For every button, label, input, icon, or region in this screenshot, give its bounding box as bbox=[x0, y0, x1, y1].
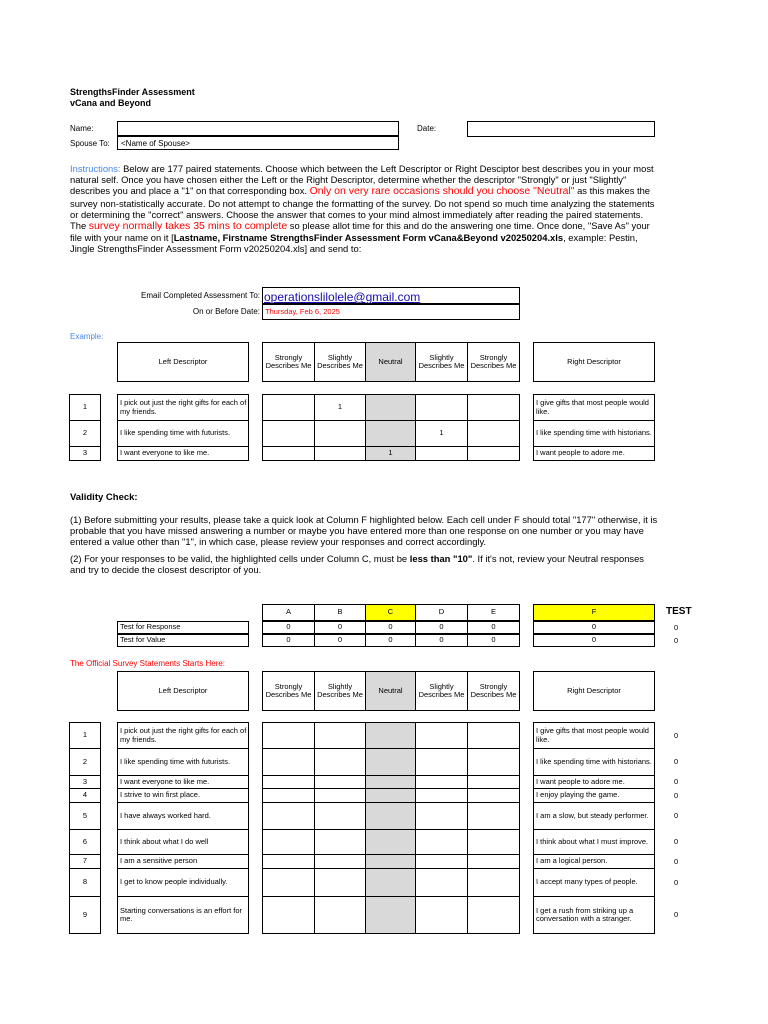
test-value-total: 0 bbox=[674, 636, 679, 645]
instructions-text-1: Below are 177 paired statements. Choose which between the Left Descriptor or Right Desciptor best describes you in your most natural self. Once you have chosen either the Left or the Right Descriptor, determine whether the descriptor "Strongly" or just "Slightly" describes you and place a "1" on that corresponding box. bbox=[70, 163, 654, 197]
survey-cell-slightly-right[interactable] bbox=[415, 868, 468, 897]
survey-cell-slightly-right[interactable] bbox=[415, 748, 468, 776]
survey-cell-neutral[interactable] bbox=[365, 868, 416, 897]
survey-cell-strongly-left[interactable] bbox=[262, 788, 315, 803]
validity-threshold: less than "10" bbox=[409, 553, 473, 564]
test-value-d: 0 bbox=[415, 634, 468, 647]
example-row-number: 1 bbox=[69, 394, 101, 421]
survey-cell-neutral[interactable] bbox=[365, 722, 416, 749]
header-strongly-right: Strongly Describes Me bbox=[467, 342, 520, 382]
example-cell-neutral[interactable]: 1 bbox=[365, 446, 416, 461]
test-title: TEST bbox=[666, 606, 692, 617]
survey-row-left-descriptor: I want everyone to like me. bbox=[117, 775, 249, 789]
survey-cell-slightly-right[interactable] bbox=[415, 788, 468, 803]
example-cell-neutral[interactable] bbox=[365, 394, 416, 421]
example-cell-strongly-right[interactable] bbox=[467, 394, 520, 421]
instructions-filename: Lastname, Firstname StrengthsFinder Assessment Form vCana&Beyond v20250204.xls bbox=[173, 232, 564, 244]
survey-cell-slightly-left[interactable] bbox=[314, 748, 366, 776]
test-value-f: 0 bbox=[533, 634, 655, 647]
example-cell-strongly-left[interactable] bbox=[262, 420, 315, 447]
survey-row-score: 0 bbox=[674, 910, 679, 919]
survey-row-number: 2 bbox=[69, 748, 101, 776]
survey-cell-slightly-left[interactable] bbox=[314, 775, 366, 789]
survey-row-number: 6 bbox=[69, 829, 101, 855]
header-neutral: Neutral bbox=[365, 342, 416, 382]
email-field[interactable] bbox=[262, 287, 520, 304]
survey-row-right-descriptor: I am a slow, but steady performer. bbox=[533, 802, 655, 830]
survey-cell-strongly-right[interactable] bbox=[467, 748, 520, 776]
survey-row-right-descriptor: I accept many types of people. bbox=[533, 868, 655, 897]
survey-cell-strongly-left[interactable] bbox=[262, 722, 315, 749]
survey-row-right-descriptor: I think about what I must improve. bbox=[533, 829, 655, 855]
survey-cell-neutral[interactable] bbox=[365, 788, 416, 803]
test-header-f: F bbox=[533, 604, 655, 621]
date-label: Date: bbox=[417, 124, 437, 133]
survey-row-left-descriptor: I strive to win first place. bbox=[117, 788, 249, 803]
survey-cell-strongly-left[interactable] bbox=[262, 896, 315, 934]
test-response-total: 0 bbox=[674, 623, 679, 632]
example-cell-slightly-left[interactable] bbox=[314, 446, 366, 461]
test-response-f: 0 bbox=[533, 621, 655, 634]
survey-row-right-descriptor: I give gifts that most people would like. bbox=[533, 722, 655, 749]
test-response-label: Test for Response bbox=[117, 621, 249, 634]
header-right-descriptor: Right Descriptor bbox=[533, 342, 655, 382]
survey-row-number: 3 bbox=[69, 775, 101, 789]
survey-row-left-descriptor: I think about what I do well bbox=[117, 829, 249, 855]
survey-cell-strongly-left[interactable] bbox=[262, 802, 315, 830]
spouse-value: <Name of Spouse> bbox=[121, 139, 190, 148]
survey-row-number: 8 bbox=[69, 868, 101, 897]
test-response-d: 0 bbox=[415, 621, 468, 634]
survey-cell-slightly-right[interactable] bbox=[415, 722, 468, 749]
test-response-e: 0 bbox=[467, 621, 520, 634]
example-cell-slightly-right[interactable]: 1 bbox=[415, 420, 468, 447]
header-left-descriptor: Left Descriptor bbox=[117, 342, 249, 382]
survey-cell-slightly-right[interactable] bbox=[415, 802, 468, 830]
document-title: StrengthsFinder Assessment bbox=[70, 87, 195, 97]
survey-cell-slightly-left[interactable] bbox=[314, 896, 366, 934]
test-response-c: 0 bbox=[365, 621, 416, 634]
instructions-text-4: , example: Pestin, Jingle StrengthsFinder Assessment Form v20250204.xls] and send to: bbox=[70, 232, 638, 255]
instructions-warning-duration: survey normally takes 35 mins to complete bbox=[88, 220, 288, 233]
example-row-right: I give gifts that most people would like. bbox=[533, 394, 655, 421]
survey-row-number: 1 bbox=[69, 722, 101, 749]
instructions-text-3: so please allot time for this and do the answering one time. Once done, "Save As" your file with your name on it [ bbox=[70, 220, 650, 244]
example-label: Example: bbox=[70, 332, 104, 341]
survey-row-score: 0 bbox=[674, 731, 679, 740]
example-cell-strongly-right[interactable] bbox=[467, 446, 520, 461]
survey-cell-slightly-left[interactable] bbox=[314, 829, 366, 855]
instructions-warning-neutral: Only on very rare occasions should you choose "Neutral" bbox=[309, 185, 575, 198]
survey-cell-neutral[interactable] bbox=[365, 896, 416, 934]
validity-point-2-text-a: (2) For your responses to be valid, the highlighted cells under Column C, must be bbox=[70, 553, 410, 564]
survey-row-left-descriptor: I am a sensitive person bbox=[117, 854, 249, 869]
example-cell-strongly-left[interactable] bbox=[262, 446, 315, 461]
survey-row-right-descriptor: I get a rush from striking up a conversation with a stranger. bbox=[533, 896, 655, 934]
survey-cell-slightly-left[interactable] bbox=[314, 802, 366, 830]
email-link[interactable]: operationslilolele@gmail.com bbox=[264, 290, 421, 304]
test-header-d: D bbox=[415, 604, 468, 621]
survey-row-score: 0 bbox=[674, 757, 679, 766]
survey-cell-slightly-left[interactable] bbox=[314, 854, 366, 869]
survey-cell-strongly-left[interactable] bbox=[262, 775, 315, 789]
survey-row-right-descriptor: I am a logical person. bbox=[533, 854, 655, 869]
survey-row-left-descriptor: I like spending time with futurists. bbox=[117, 748, 249, 776]
survey-header-strongly-right: Strongly Describes Me bbox=[467, 671, 520, 711]
deadline-field bbox=[262, 304, 520, 320]
example-cell-slightly-right[interactable] bbox=[415, 394, 468, 421]
header-slightly-right: Slightly Describes Me bbox=[415, 342, 468, 382]
survey-cell-strongly-left[interactable] bbox=[262, 854, 315, 869]
example-cell-slightly-right[interactable] bbox=[415, 446, 468, 461]
example-row-left: I want everyone to like me. bbox=[117, 446, 249, 461]
survey-cell-slightly-right[interactable] bbox=[415, 775, 468, 789]
survey-row-right-descriptor: I enjoy playing the game. bbox=[533, 788, 655, 803]
example-cell-strongly-left[interactable] bbox=[262, 394, 315, 421]
instructions-text-2: as this makes the survey non-statistically accurate. Do not attempt to change the formatting of the survey. Do not spend so much time analyzing the statements or determining the "correct" answers. Choose the answer that comes to your mind almost immediately after reading the paired statements. The bbox=[70, 185, 655, 232]
survey-header-right-descriptor: Right Descriptor bbox=[533, 671, 655, 711]
survey-cell-slightly-right[interactable] bbox=[415, 854, 468, 869]
example-cell-slightly-left[interactable]: 1 bbox=[314, 394, 366, 421]
name-field[interactable] bbox=[117, 121, 399, 136]
test-header-b: B bbox=[314, 604, 366, 621]
survey-cell-strongly-right[interactable] bbox=[467, 829, 520, 855]
survey-row-score: 0 bbox=[674, 837, 679, 846]
survey-header-slightly-left: Slightly Describes Me bbox=[314, 671, 366, 711]
example-row-right: I like spending time with historians. bbox=[533, 420, 655, 447]
survey-cell-strongly-right[interactable] bbox=[467, 722, 520, 749]
survey-row-score: 0 bbox=[674, 777, 679, 786]
survey-cell-neutral[interactable] bbox=[365, 748, 416, 776]
name-label: Name: bbox=[70, 124, 94, 133]
survey-row-score: 0 bbox=[674, 791, 679, 800]
survey-cell-strongly-left[interactable] bbox=[262, 829, 315, 855]
test-value-e: 0 bbox=[467, 634, 520, 647]
example-row-right: I want people to adore me. bbox=[533, 446, 655, 461]
example-cell-slightly-left[interactable] bbox=[314, 420, 366, 447]
date-field[interactable] bbox=[467, 121, 655, 137]
survey-header-strongly-left: Strongly Describes Me bbox=[262, 671, 315, 711]
survey-header-neutral: Neutral bbox=[365, 671, 416, 711]
survey-header-slightly-right: Slightly Describes Me bbox=[415, 671, 468, 711]
survey-row-score: 0 bbox=[674, 857, 679, 866]
example-row-number: 3 bbox=[69, 446, 101, 461]
survey-cell-strongly-right[interactable] bbox=[467, 896, 520, 934]
survey-row-right-descriptor: I like spending time with historians. bbox=[533, 748, 655, 776]
test-value-c: 0 bbox=[365, 634, 416, 647]
survey-cell-strongly-right[interactable] bbox=[467, 854, 520, 869]
survey-cell-strongly-left[interactable] bbox=[262, 868, 315, 897]
survey-row-left-descriptor: Starting conversations is an effort for me. bbox=[117, 896, 249, 934]
example-row-left: I pick out just the right gifts for each of my friends. bbox=[117, 394, 249, 421]
test-value-label: Test for Value bbox=[117, 634, 249, 647]
survey-header-left-descriptor: Left Descriptor bbox=[117, 671, 249, 711]
test-header-e: E bbox=[467, 604, 520, 621]
survey-row-score: 0 bbox=[674, 811, 679, 820]
test-response-a: 0 bbox=[262, 621, 315, 634]
survey-cell-strongly-right[interactable] bbox=[467, 775, 520, 789]
survey-row-number: 4 bbox=[69, 788, 101, 803]
survey-cell-slightly-left[interactable] bbox=[314, 788, 366, 803]
test-header-c: C bbox=[365, 604, 416, 621]
official-survey-label: The Official Survey Statements Starts Here: bbox=[70, 659, 226, 668]
deadline-value: Thursday, Feb 6, 2025 bbox=[265, 307, 340, 316]
test-value-b: 0 bbox=[314, 634, 366, 647]
example-row-left: I like spending time with futurists. bbox=[117, 420, 249, 447]
survey-cell-strongly-right[interactable] bbox=[467, 802, 520, 830]
header-slightly-left: Slightly Describes Me bbox=[314, 342, 366, 382]
test-response-b: 0 bbox=[314, 621, 366, 634]
test-value-a: 0 bbox=[262, 634, 315, 647]
example-cell-neutral[interactable] bbox=[365, 420, 416, 447]
deadline-label: On or Before Date: bbox=[192, 307, 260, 316]
instructions-label: Instructions: bbox=[70, 163, 121, 174]
validity-point-1: (1) Before submitting your results, please take a quick look at Column F highlighted below. Each cell under F should total "177" otherwise, it is probable that you have missed answering a number or maybe you have entered more than one response on one number or you may have entered a value other than "1", in which case, please review your responses and correct accordingly. bbox=[70, 514, 658, 547]
validity-point-2-text-b: . If it's not, review your Neutral responses and try to decide the closest descriptor of you. bbox=[70, 553, 644, 575]
survey-cell-neutral[interactable] bbox=[365, 854, 416, 869]
survey-cell-strongly-right[interactable] bbox=[467, 868, 520, 897]
survey-row-number: 9 bbox=[69, 896, 101, 934]
survey-cell-neutral[interactable] bbox=[365, 775, 416, 789]
example-row-number: 2 bbox=[69, 420, 101, 447]
survey-cell-strongly-right[interactable] bbox=[467, 788, 520, 803]
test-header-a: A bbox=[262, 604, 315, 621]
survey-cell-neutral[interactable] bbox=[365, 829, 416, 855]
example-cell-strongly-right[interactable] bbox=[467, 420, 520, 447]
survey-cell-slightly-left[interactable] bbox=[314, 722, 366, 749]
survey-cell-slightly-left[interactable] bbox=[314, 868, 366, 897]
survey-cell-slightly-right[interactable] bbox=[415, 896, 468, 934]
document-subtitle: vCana and Beyond bbox=[70, 98, 152, 108]
validity-title: Validity Check: bbox=[70, 492, 138, 503]
email-label: Email Completed Assessment To: bbox=[140, 291, 260, 300]
spouse-field[interactable] bbox=[117, 136, 399, 150]
survey-cell-slightly-right[interactable] bbox=[415, 829, 468, 855]
survey-row-right-descriptor: I want people to adore me. bbox=[533, 775, 655, 789]
header-strongly-left: Strongly Describes Me bbox=[262, 342, 315, 382]
survey-row-number: 5 bbox=[69, 802, 101, 830]
survey-row-left-descriptor: I get to know people individually. bbox=[117, 868, 249, 897]
survey-cell-neutral[interactable] bbox=[365, 802, 416, 830]
survey-row-left-descriptor: I pick out just the right gifts for each of my friends. bbox=[117, 722, 249, 749]
instructions-paragraph bbox=[70, 163, 658, 255]
validity-point-2 bbox=[70, 553, 660, 575]
survey-row-number: 7 bbox=[69, 854, 101, 869]
survey-row-left-descriptor: I have always worked hard. bbox=[117, 802, 249, 830]
survey-cell-strongly-left[interactable] bbox=[262, 748, 315, 776]
survey-row-score: 0 bbox=[674, 878, 679, 887]
spouse-label: Spouse To: bbox=[70, 139, 110, 148]
